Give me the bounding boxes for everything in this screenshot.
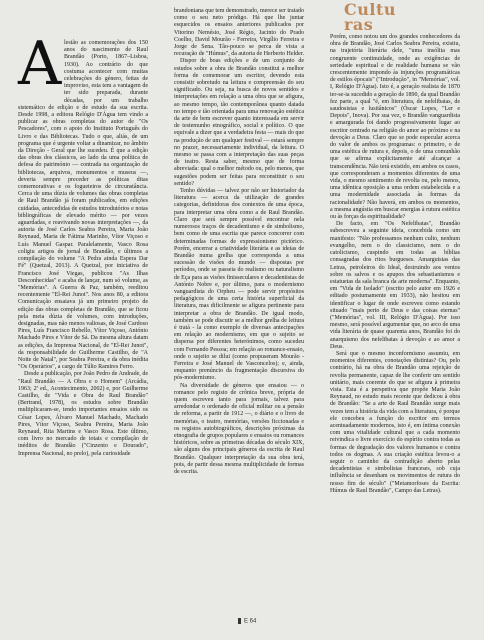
paragraph: Tenho dúvidas — talvez por não ser historiador da literatura — acerca da utilização de grandes categorias, definidoras dos contextos de uma época, para interpretar uma obra como a de Raul Brandão. Claro que será sempre possível encontrar nela numerosos traços de decadentismo e de simbolismo, bem como de uma escrita que parece concorrer com determinadas formas de expressionismo pictórico. Porém, encerrar a criatividade literária e as ideias de Brandão numa grelha que corresponda a uma sucessão de visões do mundo — dispostas por períodos, onde se passeia do realismo ou naturalismo de Eça para as visões finisseculares e decadentistas de António Nobre e, por último, para o modernismo vanguardista do Orpheu — pode servir propósitos pedagógicos de uma certa história superficial da literatura, mas dificilmente se afigura pertinente para interpretar a obra de Brandão. De igual modo, também se pode discutir se a melhor grelha de leitura é tratá - la como exemplo de diversas antecipações em relação ao modernismo, em que o sujeito se dispersa por diferentes heterónimos, como sucedeu com Fernando Pessoa; em relação ao romance-ensaio, onde o sujeito se dilui (como propuseram Mourão - Ferreira e José Manuel de Vasconcelos); e, ainda, enquanto prenúncio da fragmentação discursiva do pós-modernismo. xyxy=(174,188,304,382)
paragraph: Será que o mesmo inconformismo assumiu, em momentos diferentes, conotações distintas? Ou, pelo contrário, há na obra de Brandão uma rejeição de revolta permanente, capaz de lhe conferir um sentido unitário, mais coerente do que se afigura à primeira vista. Esta é a perspetiva que propõe Maria João Reynaud, no estudo mais recente que dedicou à obra de Brandão: "Se a arte de Raul Brandão surge mais vezes tem a história da vida com a literatura, é porque ele concebeu a função do escritor em termos acentuadamente modernos, isto é, em íntima conexão com uma vitalidade cultural que a cada momento reivindica o livre exercício do espírito contra todas as formas de degradação dos valores humanos e contra todos os dogmas. A sua criação estética levou-o a seguir o caminho da contradição aberto pelas decadentistas e simbolistas franceses, sob cuja influência se desenham os movimentos de rutura do nosso fim de século" ("Metamorfoses da Escrita: Húmus de Raul Brandão", Campo das Letras). xyxy=(330,350,460,494)
paragraph: Porém, como notou um dos grandes conhecedores da obra de Brandão, José Carlos Seabra Pereira, existiu, na trajetória literária dele, "uma insólita mas congruente continuidade, onde as exigências de seriedade espiritual e de realidade humana se vão crescentemente impondo às injunções programáticas de estilos épocais" ("Introdução", in "Memórias", vol. I, Relógio D'Água). Isto é, a geração realista de 1870 ter-se-ia sucedido a geração de 1890, da qual Brandão fez parte, a qual "é, em literatura, de nefelibatas, de saudosistas e lusitânicos" (Óscar Lopes, "Ler e Depois", Inova). Por sua vez, o Brandão vanguardista e amargurada foi dando progressivamente lugar ao escritor centrado na religião do amor ao próximo e na devoção a Deus. Claro que se pode especular acerca do valor de ambos os programas: o primeiro, o de uma estética de rutura e, depois, o de uma comunhão que se afirma explicitamente até alcançar a transcendência. Não terá existido, em ambos os casos, que corresponderam a momentos diferentes de uma vida, o mesmo sentimento de revolta ou, pelo menos, uma idêntica oposição a uma ordem estabelecida e a uma modernidade associada às formas da racionalidade? Não haverá, em ambos os momentos, a mesma angústia em buscar energias à rutura estética ou às forças da espiritualidade? xyxy=(330,34,460,221)
paragraph: lestão as comemorações dos 150 anos do nascimento de Raul Brandão (Porto, 1867–Lisboa, 1930). Ao contrário do que costuma acontecer com muitas celebrações do género, feitas de improviso, esta tem a vantagem de ter sido preparada, durante décadas, por um trabalho sistemático de edição e de estudo da sua escrita. Desde 1998, a editora Relógio D'Água tem vindo a publicar as obras completas do autor de "Os Pescadores", com o apoio do Instituto Português do Livro e das Bibliotecas. Tudo o que, aliás, de um programa que é urgente voltar a dinamizar, no âmbito da Direção - Geral que lhe sucedeu. É que a edição das obras dos clássicos, ao lado da uma política de defesa do património — contrada na organização de bibliotecas, arquivos, monumentos e museus —, deveria sempre preceder as políticas ditas comemorativas e os fogueteiros de circunstância. Cerca de uma dúzia de volumes das obras completas de Raul Brandão já foram publicados, em edições cuidadas, antecedidas de estudos introdutórios e notas bibliográficas de elevado mérito — por vezes aguardadas, e reavivando novas interpretações —, da autoria de José Carlos Seabra Pereira, Maria João Reynaud, Maria de Fátima Marinho, Vítor Viçoso e Luís Manuel Gaspar. Paralelamente, Vasco Rosa coligiu artigos de jornal de Brandão, e últimos a compilação do volume "A Pedra ainda Espera Dar Fé" (Quetzal, 2013). A Quetzal, por iniciativa de Francisco José Viegas, publicou "As Ilhas Desconhecidas" e acaba de lançar, num só volume, as "Memórias". A Guerra & Paz, também, reeditou recentemente "El-Rei Junot". Nos anos 80, a editora Comunicação ensaiava já um primeiro projeto de edição das obras completas de Brandão, que se ficou pela meia dúzia de volumes, com introduções, designadas, mas não menos valiosas, de José Cardoso Pires, Luís Francisco Rebello, Vítor Viçoso, António Machado Pires e Vítor de Sá. Da mesma altura datam as edições, da Imprensa Nacional, de "El-Rei Junot", da responsabilidade de Guilherme Castilho, de "A Noite de Natal", por Seabra Pereira, e da obra inédita "Os Operários", a cargo de Túlio Ramires Ferro. xyxy=(18,40,148,371)
column-2 xyxy=(174,8,304,604)
page-number: E 64 xyxy=(244,618,257,625)
section-label: Cultu ras xyxy=(344,0,396,34)
column-1 xyxy=(18,29,148,600)
paragraph: Desde a publicação, por João Pedro de Andrade, de "Raul Brandão — A Obra e o Homem" (Arcádia, 1963; 2ª ed., Acontecimento, 2002) e, por Guilherme Castilho, de "Vida e Obra de Raul Brandão" (Bertrand, 1978), os estudos sobre Brandão multiplicaram-se, tendo importantes ensaios sido os César Lopes, Álvaro Manuel Machado, Machado Pires, Vítor Viçoso, Seabra Pereira, Maria João Reynaud, Rita Martins e Vasco Rosa. Este último, com livro no mercado de totais e compilação de inéditos de Brandão ("Cinzento e Dourado", Imprensa Nacional, no prelo), pela curiosidade xyxy=(18,371,148,457)
drop-cap: A xyxy=(18,29,62,99)
paragraph: brandoniana que tem demonstrado, merece ser tratado como o seu neto pródigo. Há que lhe juntar esquecidos os ensaios anteriores publicados por Vitorino Nemésio, José Régio, Jacinto do Prado Coelho, David Mourão - Ferreira, Virgílio Ferreira e Jorge de Sena. Tão-pouco se perca de vista a recuração de "Húmus", da autoria de Herberto Helder. xyxy=(174,8,305,58)
paragraph: Na diversidade de géneros que ensaiou — o romance pelo registo de crônica breve, própria de quem escreveu tanto para jornais, talvez para arredondar o ordenado de oficial militar ou a pensão de reforma, a partir de 1912 —, o diário e o livro de memórias, o teatro, memórias, versões ficcionadas e os registos autobiográficos, descrições próximas da etnografia de grupos populares e ensaios ou romances históricos, sobre as primeiras décadas do século XIX, são alguns dos principais géneros da escrita de Raul Brandão. Qualquer interpretação da sua obra terá, pois, de partir dessa mesma multiplicidade de formas de escrita. xyxy=(174,382,304,475)
column-3 xyxy=(330,8,460,604)
footer-marker xyxy=(238,618,241,624)
page-footer xyxy=(238,618,256,625)
paragraph: De facto, em "Os Nefelibatas", Brandão subescreveu a seguinte ideia, concebida como um manifesto: "Não professamos nenhum culto, nenhum evangelho, nem o do classicismo, nem o do catolicismo, cuspindo em todas as bíblias consagradas dos ritos burgueses. Amarguistas das Letras, petroleiros do Ideal, destruindo aos ventos sobre os salvos e os apupos dos sebastianismos e estatuetas da sala branca da arte moderna". Enquanto, em "Vida de Isolado" (escrito pelo autor em 1926 e editado postumamente em 1933), não hesitou em identificar o lugar de onde escreveu como estando situado "mais perto de Deus e das coisas eternas" ("Memórias", vol. III, Relógio D'Água). Por isso mesmo, será possível argumentar que, no arco de uma vida literária de quase quarenta anos, Brandão foi do anarquismo dos nefelibatas à devoção e ao amor a Deus. xyxy=(330,221,460,350)
paragraph: Dispor de boas edições e de um conjunto de estudos sobre a obra de Brandão constitui a melhor forma de comemorar um escritor, devendo esta consistir sobretudo na leitura e compreensão do seu significado. Ou seja, na busca de novos sentidos e interpretações em relação a uma obra que se afigura, ao mesmo tempo, tão contemporânea quanto datada no tempo e tão orientada para uma renovação estética da arte de bem escrever quanto interessada em servir de testemunho etnográfico, social e político. O que equivale a dizer que a verdadeira festa — mais do que na produção de um qualquer festival — estará sempre no prazer, necessariamente individual, da leitura. O mesmo se passa com a interpretação das suas peças de teatro. Resta saber, mesmo que de forma abreviada: qual o melhor método ou, pelo menos, que sugestões podem ser feitas para reconstituir o seu sentido? xyxy=(174,58,304,187)
lead-paragraph-block xyxy=(18,29,148,371)
